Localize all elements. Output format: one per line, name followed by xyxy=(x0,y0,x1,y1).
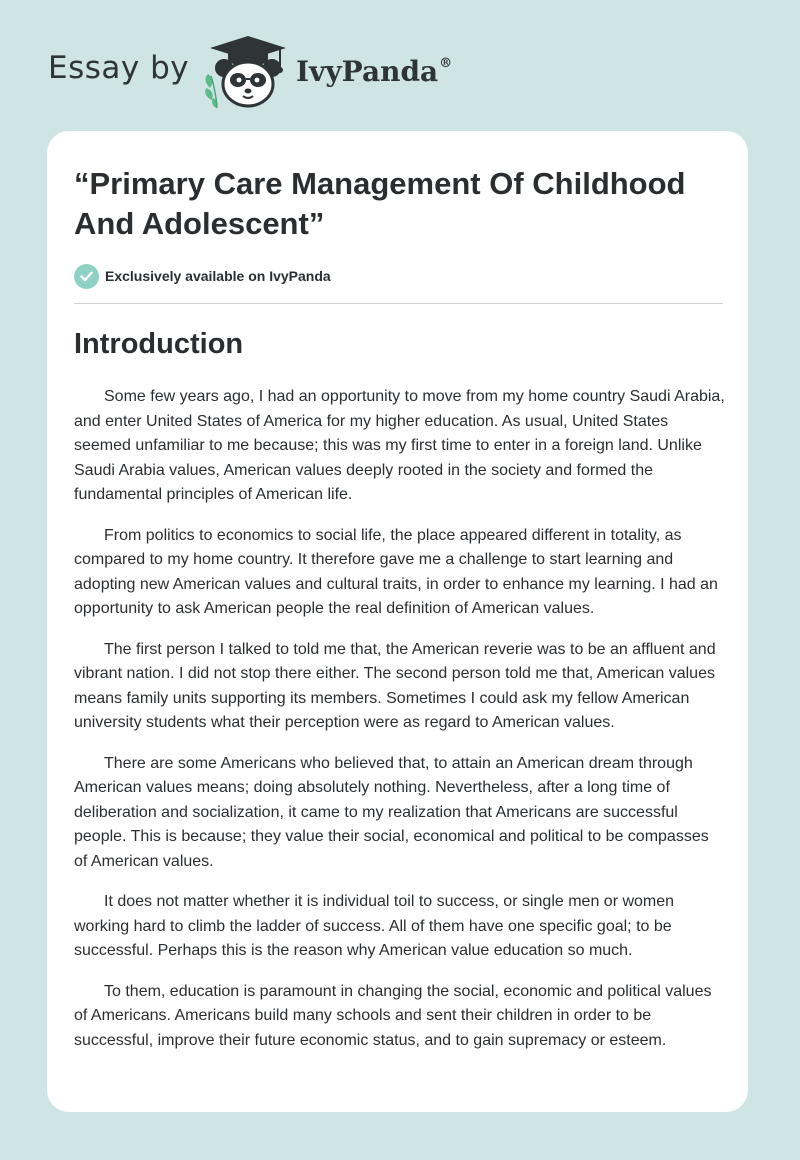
exclusive-badge-label: Exclusively available on IvyPanda xyxy=(105,268,331,284)
essay-card xyxy=(47,131,748,1112)
trademark-symbol: ® xyxy=(439,55,453,71)
panda-graduate-icon xyxy=(200,34,292,110)
paragraph: To them, education is paramount in changing the social, economic and political values of Americans. Americans build many schools and sent their children in order to be successful, improve their future economic status, and to gain supremacy or esteem. xyxy=(74,982,712,1049)
brand-logo-text[interactable] xyxy=(296,55,452,88)
title-divider xyxy=(74,303,723,304)
check-icon xyxy=(74,264,99,289)
essay-by-label: Essay by xyxy=(48,50,190,86)
paragraph: From politics to economics to social life, the place appeared different in totality, as compared to my home country. It therefore gave me a challenge to start learning and adopting new American values and cultural traits, in order to enhance my learning. I had an opportunity to ask American people the real definition of American values. xyxy=(74,526,718,617)
paragraph: The first person I talked to told me that, the American reverie was to be an affluent and vibrant nation. I did not stop there either. The second person told me that, American values means family units supporting its members. Sometimes I could ask my fellow American university students what their perception were as regard to American values. xyxy=(74,640,716,731)
site-header xyxy=(0,0,800,130)
section-heading: Introduction xyxy=(74,328,244,360)
essay-title: “Primary Care Management Of Childhood And Adolescent” xyxy=(74,166,686,241)
paragraph: There are some Americans who believed that, to attain an American dream through American values means; doing absolutely nothing. Nevertheless, after a long time of deliberation and socialization, it came to my realization that Americans are successful people. This is because; they value their social, economical and political to be compasses of American values. xyxy=(74,754,709,870)
essay-body xyxy=(74,385,725,1069)
paragraph: Some few years ago, I had an opportunity to move from my home country Saudi Arabia, and enter United States of America for my higher education. As usual, United States seemed unfamiliar to me because; this was my first time to enter in a foreign land. Unlike Saudi Arabia values, American values deeply rooted in the society and formed the fundamental principles of American life. xyxy=(74,388,725,503)
exclusive-badge xyxy=(74,263,331,289)
brand-name: IvyPanda xyxy=(296,55,439,88)
paragraph: It does not matter whether it is individual toil to success, or single men or women working hard to climb the ladder of success. All of them have one specific goal; to be successful. Perhaps this is the reason why American value education so much. xyxy=(74,893,675,959)
